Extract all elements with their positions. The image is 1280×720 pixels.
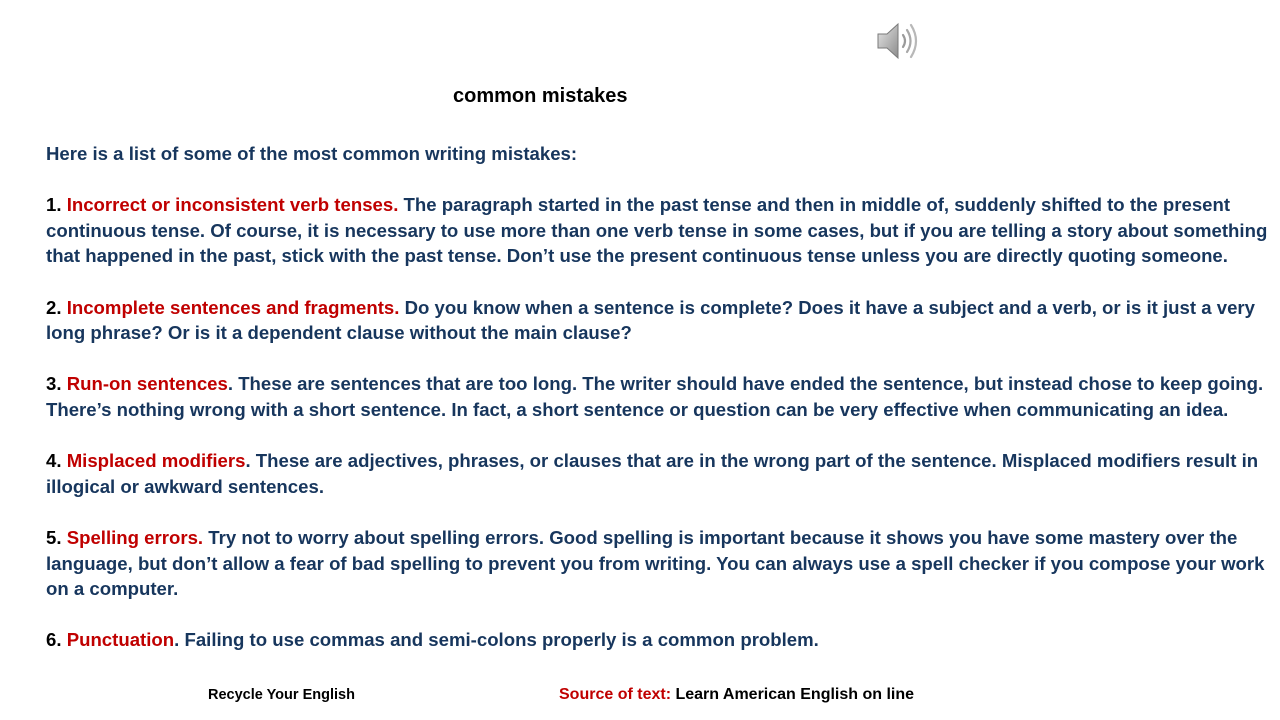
item-number: 5. — [46, 526, 67, 548]
item-text: Do you know when a sentence is complete? Does it have a subject and a verb, or is it just a very long phrase? Or is it a dependent clause without the main clause? — [46, 296, 1255, 344]
list-item — [46, 192, 1268, 269]
list-item — [46, 627, 1268, 653]
item-term: Misplaced modifiers — [66, 450, 246, 472]
item-text: Try not to worry about spelling errors. Good spelling is important because it shows you have some mastery over the language, but don’t allow a fear of bad spelling to prevent you from writing. You can always use a spell checker if you compose your work on a computer. — [46, 526, 1265, 600]
list-item — [46, 525, 1268, 602]
item-term: Incomplete sentences and fragments. — [66, 296, 400, 318]
mistakes-list — [46, 141, 1268, 653]
item-text: The paragraph started in the past tense and then in middle of, suddenly shifted to the present continuous tense. Of course, it is necessary to use more than one verb tense in some cases, but if you are telling a story about something that happened in the past, stick with the past tense. Don’t use the present continuous tense unless you are directly quoting someone. — [46, 194, 1268, 267]
item-text: . These are adjectives, phrases, or clauses that are in the wrong part of the sentence. Misplaced modifiers result in illogical or awkward sentences. — [46, 450, 1259, 497]
item-term-suffix: . — [393, 194, 399, 216]
list-item — [46, 295, 1268, 346]
item-number: 1. — [46, 194, 67, 216]
item-number: 4. — [46, 450, 67, 472]
speaker-icon[interactable] — [876, 20, 922, 62]
item-term: Spelling errors. — [66, 526, 204, 548]
item-text: . These are sentences that are too long. The writer should have ended the sentence, but instead chose to keep going. There’s nothing wrong with a short sentence. In fact, a short sentence or question can be very effective when communicating an idea. — [46, 373, 1264, 420]
item-term: Run-on sentences — [66, 373, 228, 395]
footer-brand: Recycle Your English — [208, 687, 355, 703]
item-number: 3. — [46, 373, 67, 395]
intro-text: Here is a list of some of the most common writing mistakes: — [46, 143, 578, 164]
item-term: Incorrect or inconsistent verb tenses — [66, 194, 394, 216]
footer-source — [559, 686, 914, 704]
item-term: Punctuation — [66, 629, 175, 651]
item-text: . Failing to use commas and semi-colons properly is a common problem. — [174, 629, 819, 651]
item-number: 6. — [46, 629, 67, 651]
list-item — [46, 371, 1268, 422]
source-value: Learn American English on line — [671, 686, 915, 703]
item-number: 2. — [46, 296, 67, 318]
page-title: common mistakes — [453, 85, 628, 107]
source-label: Source of text: — [559, 686, 672, 703]
list-item — [46, 448, 1268, 499]
